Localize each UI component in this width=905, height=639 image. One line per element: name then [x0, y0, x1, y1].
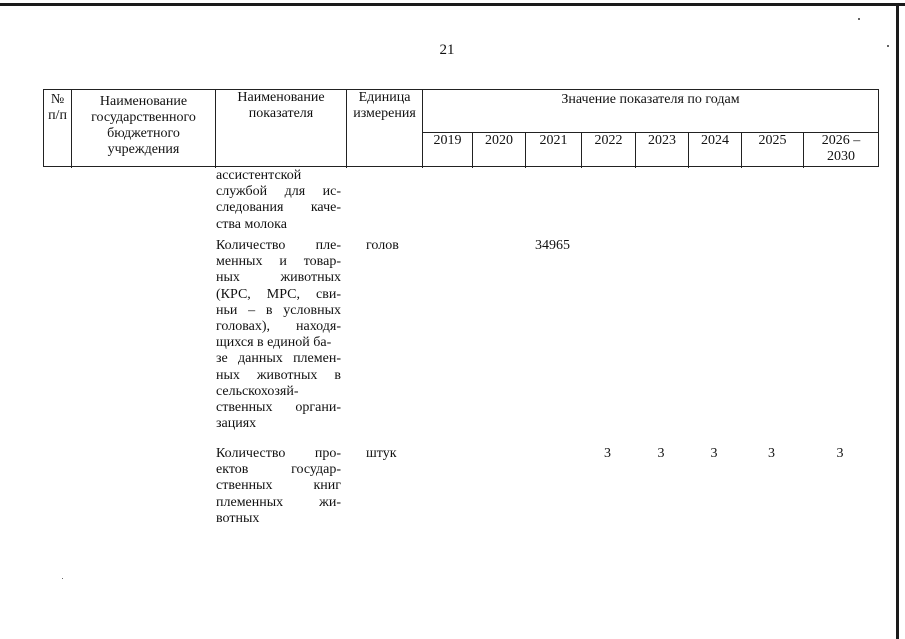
indicator-text: [216, 168, 341, 233]
header-values: [423, 92, 878, 108]
indicator-text: [216, 238, 341, 432]
unit-value: штук: [366, 446, 397, 461]
text-line: щихся в единой ба-: [216, 335, 332, 351]
page-number: 21: [439, 42, 455, 58]
value-2026-2030: 3: [836, 446, 844, 461]
value-2025: 3: [768, 446, 775, 461]
text-line: зациях: [216, 416, 257, 432]
text-line: менных и товар-: [216, 254, 341, 270]
scan-speck: [887, 45, 889, 47]
value-2022: 3: [604, 446, 611, 461]
value-2024: 3: [710, 446, 718, 461]
year-2024: 2024: [701, 133, 729, 148]
year-2021: 2021: [539, 133, 568, 148]
table-header: [43, 89, 879, 167]
header-values-text: Значение показателя по годам: [561, 92, 740, 107]
text-line: головах), находя-: [216, 319, 341, 335]
text-line: ньи – в условных: [216, 302, 341, 318]
year-2019: 2019: [433, 133, 462, 148]
year-2022: 2022: [594, 133, 623, 148]
text-line: следования каче-: [216, 200, 341, 216]
text-line: ства молока: [216, 216, 287, 232]
text-line: (КРС, МРС, сви-: [216, 286, 341, 302]
year-2025: 2025: [758, 133, 787, 148]
text-line: Количество пле-: [216, 238, 341, 253]
year-2023: 2023: [648, 133, 676, 148]
text-line: ных животных: [216, 270, 341, 286]
text-line: зе данных племен-: [216, 351, 341, 367]
header-unit: [347, 90, 422, 122]
text-line: ственных органи-: [216, 400, 341, 416]
header-institution: [72, 94, 215, 158]
text-line: службой для ис-: [216, 184, 341, 200]
text-line: Количество про-: [216, 446, 341, 461]
value-2021: 34965: [535, 238, 570, 253]
text-line: ектов государ-: [216, 462, 341, 478]
text-line: ственных книг: [216, 478, 341, 494]
year-2026-2030: 2026 – 2030: [821, 133, 861, 164]
header-indicator: [216, 90, 346, 122]
scan-speck: [858, 18, 860, 20]
header-institution-text: Наименование государственного бюджетного учреждения: [91, 94, 196, 157]
header-unit-text: Единица измерения: [353, 90, 416, 121]
text-line: ассистентской: [216, 168, 302, 183]
unit-value: голов: [366, 238, 399, 253]
text-line: ных животных в: [216, 367, 341, 383]
scan-edge-top: [0, 3, 905, 6]
year-2020: 2020: [485, 133, 513, 148]
text-line: вотных: [216, 510, 260, 526]
indicator-text: [216, 446, 341, 527]
value-2023: 3: [657, 446, 665, 461]
header-number-text: № п/п: [48, 92, 67, 123]
header-indicator-text: Наименование показателя: [237, 90, 325, 121]
header-number: [44, 92, 71, 124]
text-line: сельскохозяй-: [216, 383, 299, 399]
text-line: племенных жи-: [216, 494, 341, 510]
scan-edge-right: [896, 3, 899, 639]
scan-speck: [62, 578, 63, 579]
